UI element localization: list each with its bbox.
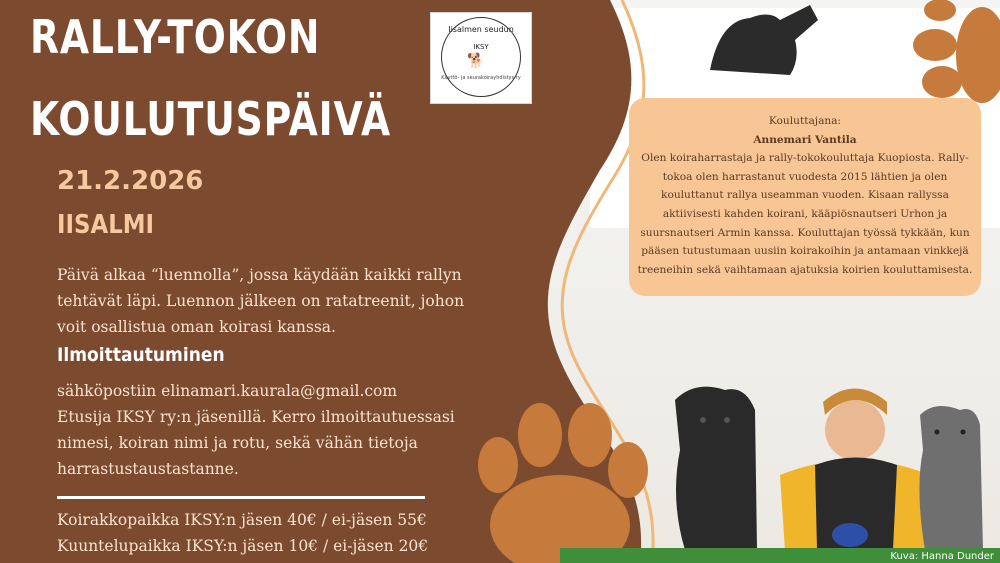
- logo-bottom-text: Käyttö- ja seurakoirayhdistys ry: [441, 75, 521, 81]
- price-listener-slot: Kuuntelupaikka IKSY:n jäsen 10€ / ei-jäsen 20€: [57, 537, 429, 555]
- trainer-bio: Olen koiraharrastaja ja rally-tokokouluttaja Kuopiosta. Rally-tokoa olen harrastanut vuodesta 2015 lähtien ja olen kouluttanut rallya useamman vuoden. Kisaan rallyssa aktiivisesti kahden koirani, kääpiösnautseri Urhon ja suursnautseri Armin kanssa. Kouluttajan työssä tykkään, kun pääsen tutustumaan uusiin koirakoihin ja antamaan vinkkejä treeneihin sekä vaihtamaan ajatuksia koirien kouluttamisesta.: [637, 152, 973, 276]
- photo-people-and-dogs: [665, 380, 1000, 555]
- photo-credit: Kuva: Hanna Dunder: [890, 551, 994, 562]
- paw-print-icon-top-right: [900, 0, 1000, 110]
- intro-text: Päivä alkaa “luennolla”, jossa käydään kaikki rallyn tehtävät läpi. Luennon jälkeen on ratatreenit, johon voit osallistua oman koirasi kanssa.: [57, 266, 465, 336]
- registration-heading: Ilmoittautuminen: [57, 344, 225, 366]
- registration-email: sähköpostiin elinamari.kaurala@gmail.com: [57, 382, 398, 400]
- title-line-1: RALLY-TOKON: [30, 10, 321, 64]
- price-handler-slot: Koirakkopaikka IKSY:n jäsen 40€ / ei-jäsen 55€: [57, 511, 427, 529]
- dog-silhouette-icon: 🐕: [467, 53, 485, 69]
- logo-top-text: Iisalmen seudun: [448, 25, 514, 34]
- event-date: 21.2.2026: [57, 166, 204, 196]
- divider: [57, 496, 425, 499]
- registration-text: [57, 378, 457, 482]
- paw-print-icon: [470, 395, 650, 563]
- trainer-card: [629, 98, 981, 296]
- title-line-2: KOULUTUSPÄIVÄ: [30, 92, 391, 146]
- price-list: [57, 507, 477, 559]
- club-logo: [430, 12, 532, 104]
- event-location: IISALMI: [57, 210, 155, 240]
- logo-abbreviation: IKSY: [473, 43, 489, 51]
- trainer-role-label: Kouluttajana:: [768, 115, 842, 127]
- registration-details: Etusija IKSY ry:n jäsenillä. Kerro ilmoittautuessasi nimesi, koiran nimi ja rotu, sekä vähän tietoja harrastustaustastanne.: [57, 408, 455, 478]
- trainer-name: Annemari Vantila: [753, 133, 857, 146]
